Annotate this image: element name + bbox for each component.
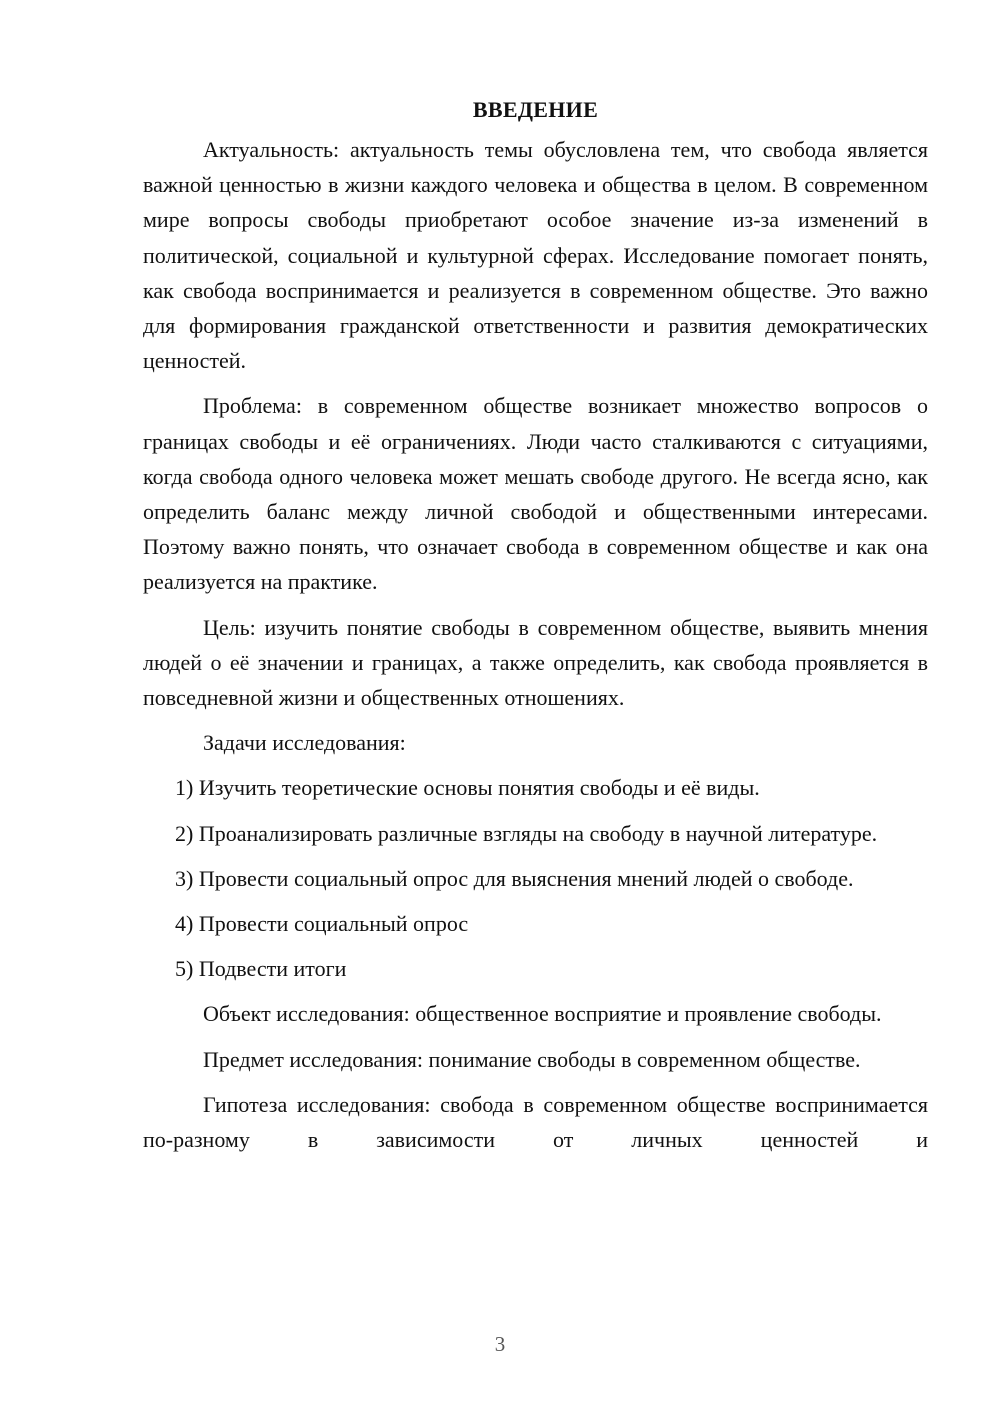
task-item: 3) Провести социальный опрос для выяснения мнений людей о свободе. bbox=[175, 865, 854, 891]
task-item: 4) Провести социальный опрос bbox=[175, 911, 469, 937]
task-item: 5) Подвести итоги bbox=[175, 956, 347, 982]
tasks-list bbox=[143, 770, 928, 986]
paragraph-object: Объект исследования: общественное восприятие и проявление свободы. bbox=[203, 1001, 882, 1027]
paragraph-relevance: Актуальность: актуальность темы обусловлена тем, что свобода является важной ценностью в жизни каждого человека и общества в целом. В современном мире вопросы свободы приобретают особое значение из-за изменений в политической, социальной и культурной сферах. Исследование помогает понять, как свобода воспринимается и реализуется в современном обществе. Это важно для формирования гражданской ответственности и развития демократических ценностей. bbox=[143, 137, 928, 374]
paragraph-goal: Цель: изучить понятие свободы в современном обществе, выявить мнения людей о её значении и границах, а также определить, как свобода проявляется в повседневной жизни и общественных отношениях. bbox=[143, 614, 928, 711]
paragraph-problem: Проблема: в современном обществе возникает множество вопросов о границах свободы и её ограничениях. Люди часто сталкиваются с ситуациями, когда свобода одного человека может мешать свободе другого. Не всегда ясно, как определить баланс между личной свободой и общественными интересами. Поэтому важно понять, что означает свобода в современном обществе и как она реализуется на практике. bbox=[143, 393, 928, 595]
document-page bbox=[143, 92, 928, 1167]
paragraph-subject: Предмет исследования: понимание свободы в современном обществе. bbox=[203, 1046, 861, 1072]
section-heading: ВВЕДЕНИЕ bbox=[472, 97, 599, 122]
tasks-title: Задачи исследования: bbox=[203, 730, 406, 756]
task-item: 1) Изучить теоретические основы понятия свободы и её виды. bbox=[175, 775, 760, 801]
page-number: 3 bbox=[494, 1332, 506, 1356]
task-item: 2) Проанализировать различные взгляды на свободу в научной литературе. bbox=[175, 820, 878, 846]
paragraph-hypothesis: Гипотеза исследования: свобода в современном обществе воспринимается по-разному в зависимости от личных ценностей и bbox=[143, 1091, 928, 1153]
